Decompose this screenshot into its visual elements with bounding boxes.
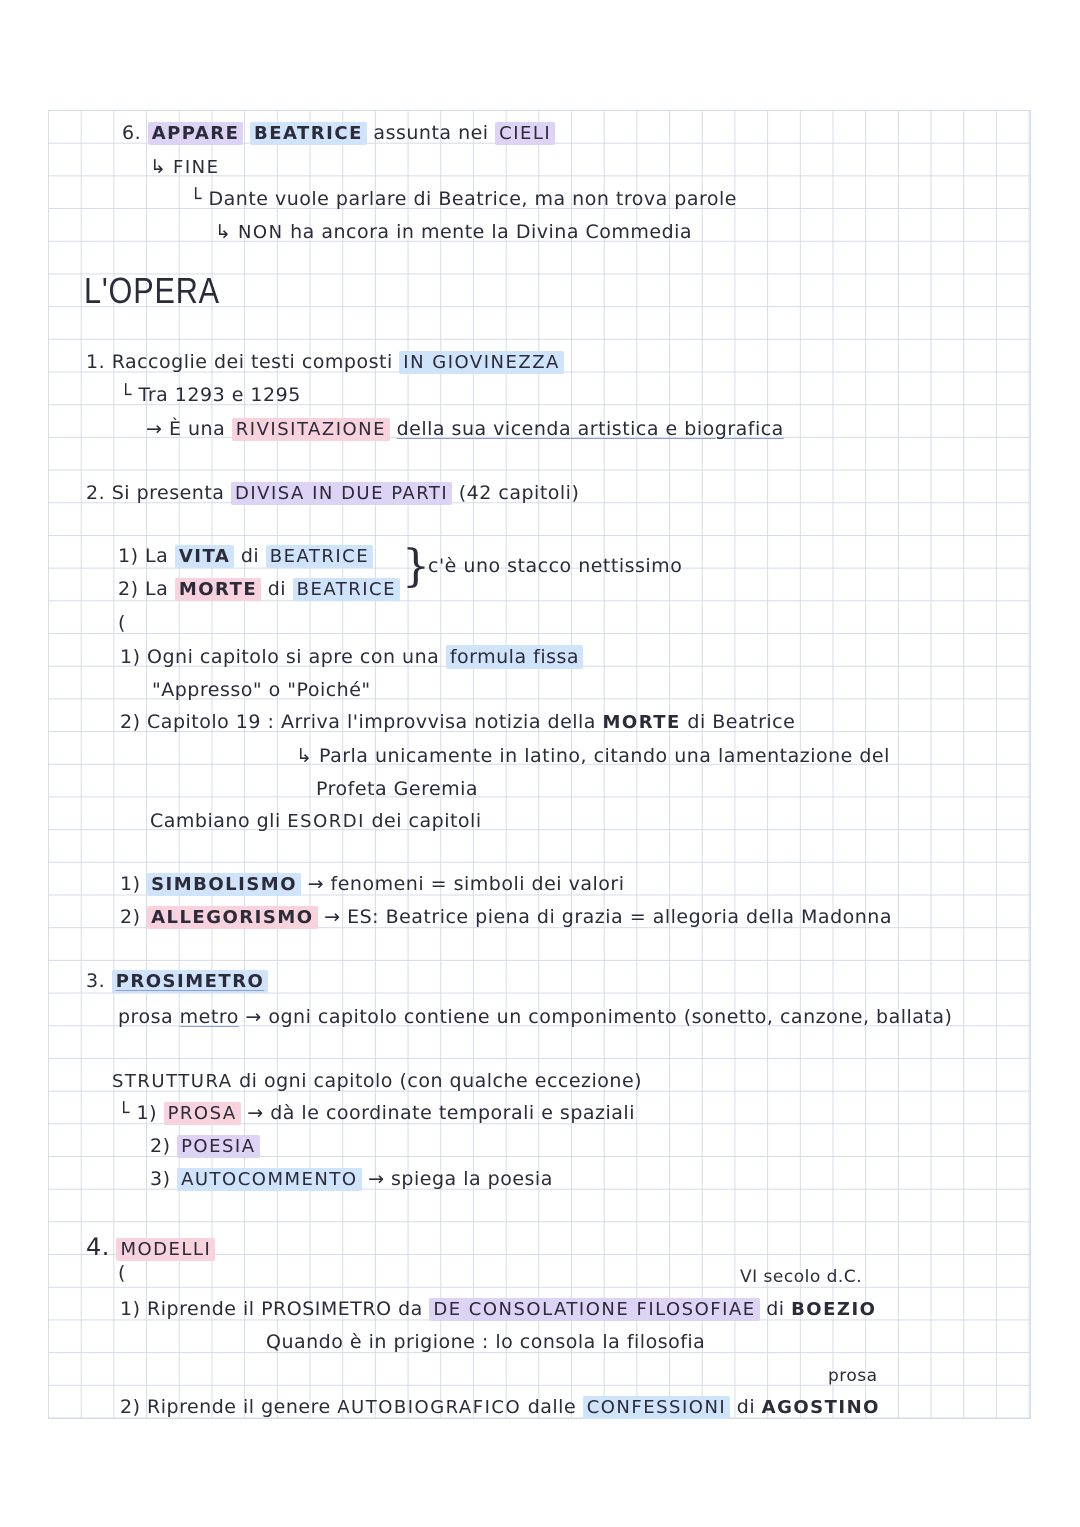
p4-title: MODELLI (116, 1238, 215, 1261)
p2-appresso: "Appresso" o "Poiché" (152, 679, 371, 701)
p4-r1: 1) Riprende il PROSIMETRO da (120, 1298, 423, 1320)
s6-dante: Dante vuole parlare di Beatrice, ma non trova parole (208, 188, 737, 210)
p1-text: Raccoglie dei testi composti (111, 351, 393, 373)
p2-morte-line (118, 578, 400, 600)
s6-appare: APPARE (148, 122, 244, 145)
p1-e-una: → È una (146, 418, 226, 440)
corner-icon: └ (190, 188, 202, 210)
p3-struttura: STRUTTURA (112, 1071, 233, 1092)
p1-rivisitazione: RIVISITAZIONE (232, 418, 390, 441)
p4-di: di (766, 1298, 785, 1320)
p2-simbolismo: SIMBOLISMO (147, 873, 301, 896)
s6-number: 6. (122, 122, 142, 144)
p3-i3-line: 3) AUTOCOMMENTO → spiega la poesia (150, 1168, 553, 1190)
p2-capitoli: (42 capitoli) (458, 482, 580, 504)
arrow-icon: → (368, 1168, 385, 1190)
p3-strutt-line (112, 1070, 642, 1092)
p4-de-consolatione: DE CONSOLATIONE FILOSOFIAE (429, 1298, 759, 1321)
p2-di: di (240, 545, 260, 567)
p2-line (86, 482, 579, 504)
p3-i1-rest: dà le coordinate temporali e spaziali (270, 1102, 635, 1124)
p2-o2-morte: MORTE (602, 712, 681, 733)
arrow-icon: → (245, 1006, 262, 1028)
p4-boezio: BOEZIO (791, 1299, 877, 1320)
p1-number: 1. (86, 351, 106, 373)
p2-o1: 1) Ogni capitolo si apre con una (120, 646, 440, 668)
paren-icon: ( (118, 1262, 126, 1284)
p2-di-2: di (267, 578, 287, 600)
p4-number: 4. (86, 1233, 110, 1261)
p2-beatrice-1: BEATRICE (266, 545, 373, 568)
s6-non-rest: ha ancora in mente la Divina Commedia (290, 221, 693, 243)
p4-confessioni: CONFESSIONI (583, 1396, 731, 1419)
s6-assunta: assunta nei (373, 122, 489, 144)
corner-icon: └ (120, 384, 132, 406)
brace-icon: } (402, 541, 430, 592)
p2-vita: VITA (175, 545, 234, 568)
p3-strutt-rest: di ogni capitolo (con qualche eccezione) (239, 1070, 643, 1092)
p1-line (86, 351, 564, 373)
p3-rest: ogni capitolo contiene un componimento (sonetto, canzone, ballata) (268, 1006, 953, 1028)
page-title: L'OPERA (84, 270, 220, 311)
paren-icon: ( (118, 612, 126, 634)
p3-i1-line: └ 1) PROSA → dà le coordinate temporali e spaziali (118, 1102, 635, 1124)
p4-autobiografico: AUTOBIOGRAFICO (337, 1397, 522, 1418)
p3-i3-rest: spiega la poesia (391, 1168, 553, 1190)
p4-r2: 2) Riprende il genere (120, 1396, 331, 1418)
corner-icon: └ (118, 1102, 130, 1124)
arrow-icon: → (324, 906, 341, 928)
p4-dalle: dalle (527, 1396, 577, 1418)
s6-fine-line (150, 156, 219, 178)
p2-esordi: ESORDI (287, 811, 365, 832)
p2-o2: 2) Capitolo 19 : Arriva l'improvvisa notizia della (120, 711, 596, 733)
p1-rest: della sua vicenda artistica e biografica (396, 418, 784, 440)
p3-number: 3. (86, 970, 106, 992)
arrow-icon: → (247, 1102, 264, 1124)
s6-line (122, 122, 555, 144)
p2-parla-line (296, 745, 890, 767)
p2-vita-line (118, 545, 373, 567)
p2-cambiano: Cambiano gli (150, 810, 281, 832)
p2-o2-line (120, 711, 795, 733)
p2-simb-rest: fenomeni = simboli dei valori (330, 873, 625, 895)
p4-r2-line (120, 1396, 880, 1418)
p1-riv-line (146, 418, 784, 440)
p2-profeta: Profeta Geremia (316, 778, 479, 800)
p2-morte: MORTE (175, 578, 261, 601)
p4-secolo: VI secolo d.C. (740, 1267, 863, 1287)
arrow-icon: ↳ (215, 221, 232, 243)
s6-beatrice: BEATRICE (250, 122, 367, 145)
p2-divisa: DIVISA IN DUE PARTI (231, 482, 452, 505)
p2-alleg-line: 2) ALLEGORISMO → ES: Beatrice piena di grazia = allegoria della Madonna (120, 906, 892, 928)
p3-prosa-line (118, 1006, 952, 1028)
p2-beatrice-2: BEATRICE (293, 578, 400, 601)
p2-dei-capitoli: dei capitoli (371, 810, 482, 832)
p2-parla: Parla unicamente in latino, citando una lamentazione del (318, 745, 890, 767)
p2-simb-line: 1) SIMBOLISMO → fenomeni = simboli dei valori (120, 873, 625, 895)
s6-cieli: CIELI (495, 122, 555, 145)
p1-giovinezza: IN GIOVINEZZA (399, 351, 564, 374)
arrow-icon: ↳ (296, 745, 313, 767)
p4-line (86, 1233, 215, 1261)
p2-o2-end: di Beatrice (687, 711, 796, 733)
s6-non: NON (237, 222, 284, 243)
p4-prosa-note: prosa (828, 1366, 878, 1386)
p3-autocommento-item: AUTOCOMMENTO (177, 1168, 361, 1191)
p2-o1-line (120, 646, 583, 668)
p3-metro: metro (179, 1006, 239, 1028)
p3-title: PROSIMETRO (112, 970, 269, 993)
p4-r1-line (120, 1298, 876, 1320)
s6-dante-line (190, 188, 737, 210)
p3-i2-line: 2) POESIA (150, 1135, 260, 1157)
p2-l1-prefix: 1) La (118, 545, 169, 567)
p2-number: 2. (86, 482, 106, 504)
p3-prosa-item: PROSA (164, 1102, 241, 1125)
p4-di-2: di (736, 1396, 756, 1418)
p2-stacco: c'è uno stacco nettissimo (428, 555, 683, 577)
p3-prosa: prosa (118, 1006, 174, 1028)
p2-alleg-rest: ES: Beatrice piena di grazia = allegoria della Madonna (347, 906, 892, 928)
p2-l2-prefix: 2) La (118, 578, 169, 600)
p3-line (86, 970, 268, 992)
p3-poesia-item: POESIA (177, 1135, 259, 1158)
p4-quando: Quando è in prigione : lo consola la filosofia (266, 1331, 706, 1353)
arrow-icon: → (307, 873, 324, 895)
s6-non-line (215, 221, 692, 243)
p1-tra-line (120, 384, 301, 406)
p2-cambiano-line (150, 810, 482, 832)
s6-fine: FINE (172, 157, 220, 178)
arrow-icon: ↳ (150, 156, 167, 178)
p1-tra: Tra 1293 e 1295 (138, 384, 301, 406)
p2-allegorismo: ALLEGORISMO (147, 906, 317, 929)
p4-agostino: AGOSTINO (761, 1397, 880, 1418)
p2-text: Si presenta (111, 482, 225, 504)
p2-formula: formula fissa (446, 645, 583, 669)
